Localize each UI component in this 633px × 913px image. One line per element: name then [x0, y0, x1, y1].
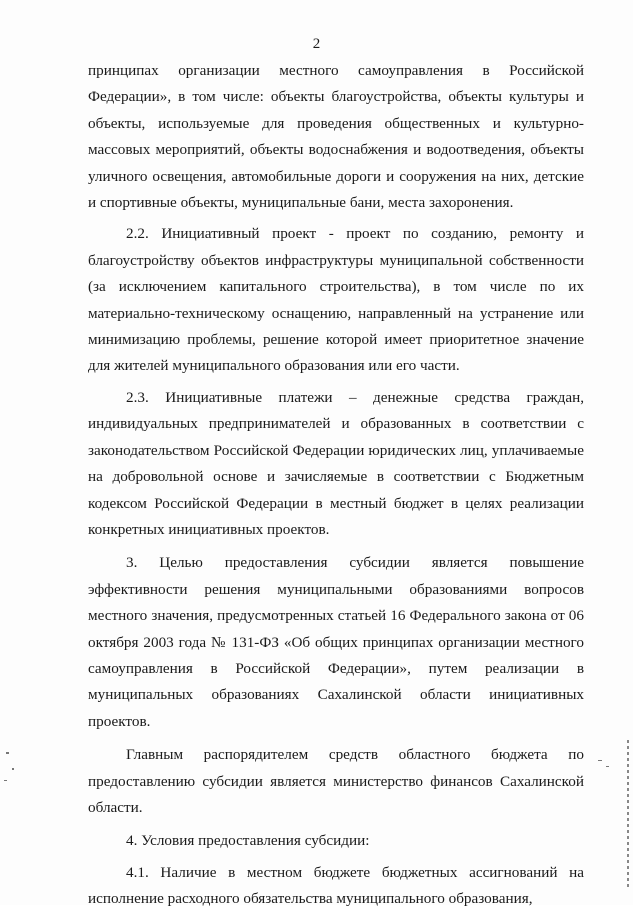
paragraph-subsidy-goal: 3. Целью предоставления субсидии является повышение эффективности решения муниципальными образованиями вопросов местного значения, предусмотренных статьей 16 Федерального закона от 06 октября 2003 года № 131-ФЗ «Об общих принципах организации местного самоуправления в Российской Федерации», путем реализации в муниципальных образованиях Сахалинской области инициативных проектов.	[88, 554, 584, 730]
scan-artifact-right-1	[598, 760, 602, 761]
paragraph-condition-4-1: 4.1. Наличие в местном бюджете бюджетных ассигнований на исполнение расходного обязательства муниципального образования,	[88, 863, 584, 908]
paragraph-initiative-payments: 2.3. Инициативные платежи – денежные средства граждан, индивидуальных предпринимателей и образованных в соответствии с законодательством Российской Федерации юридических лиц, уплачиваемые на добровольной основе и зачисляемые в соответствии с Бюджетным кодексом Российской Федерации в местный бюджет в целях реализации конкретных инициативных проектов.	[88, 388, 584, 538]
paragraph-main-administrator: Главным распорядителем средств областного бюджета по предоставлению субсидии является министерство финансов Сахалинской области.	[88, 746, 584, 816]
document-body	[88, 58, 584, 913]
scan-edge-line	[627, 740, 629, 890]
page-number: 2	[312, 36, 321, 52]
scan-artifact-left-1	[6, 752, 9, 754]
scan-artifact-left-2	[12, 768, 14, 770]
scan-artifact-left-3	[4, 780, 7, 781]
paragraph-initiative-project: 2.2. Инициативный проект - проект по созданию, ремонту и благоустройству объектов инфраструктуры муниципальной собственности (за исключением капитального строительства), в том числе по их материально-техническому оснащению, направленный на устранение или минимизацию проблемы, решение которой имеет приоритетное значение для жителей муниципального образования или его части.	[88, 225, 584, 375]
paragraph-conditions-heading: 4. Условия предоставления субсидии:	[126, 832, 370, 850]
paragraph-facilities-list: принципах организации местного самоуправления в Российской Федерации», в том числе: объекты благоустройства, объекты культуры и объекты, используемые для проведения общественных и культурно-массовых мероприятий, объекты водоснабжения и водоотведения, объекты уличного освещения, автомобильные дороги и сооружения на них, детские и спортивные объекты, муниципальные бани, места захоронения.	[88, 62, 584, 212]
scan-artifact-right-2	[606, 766, 609, 767]
